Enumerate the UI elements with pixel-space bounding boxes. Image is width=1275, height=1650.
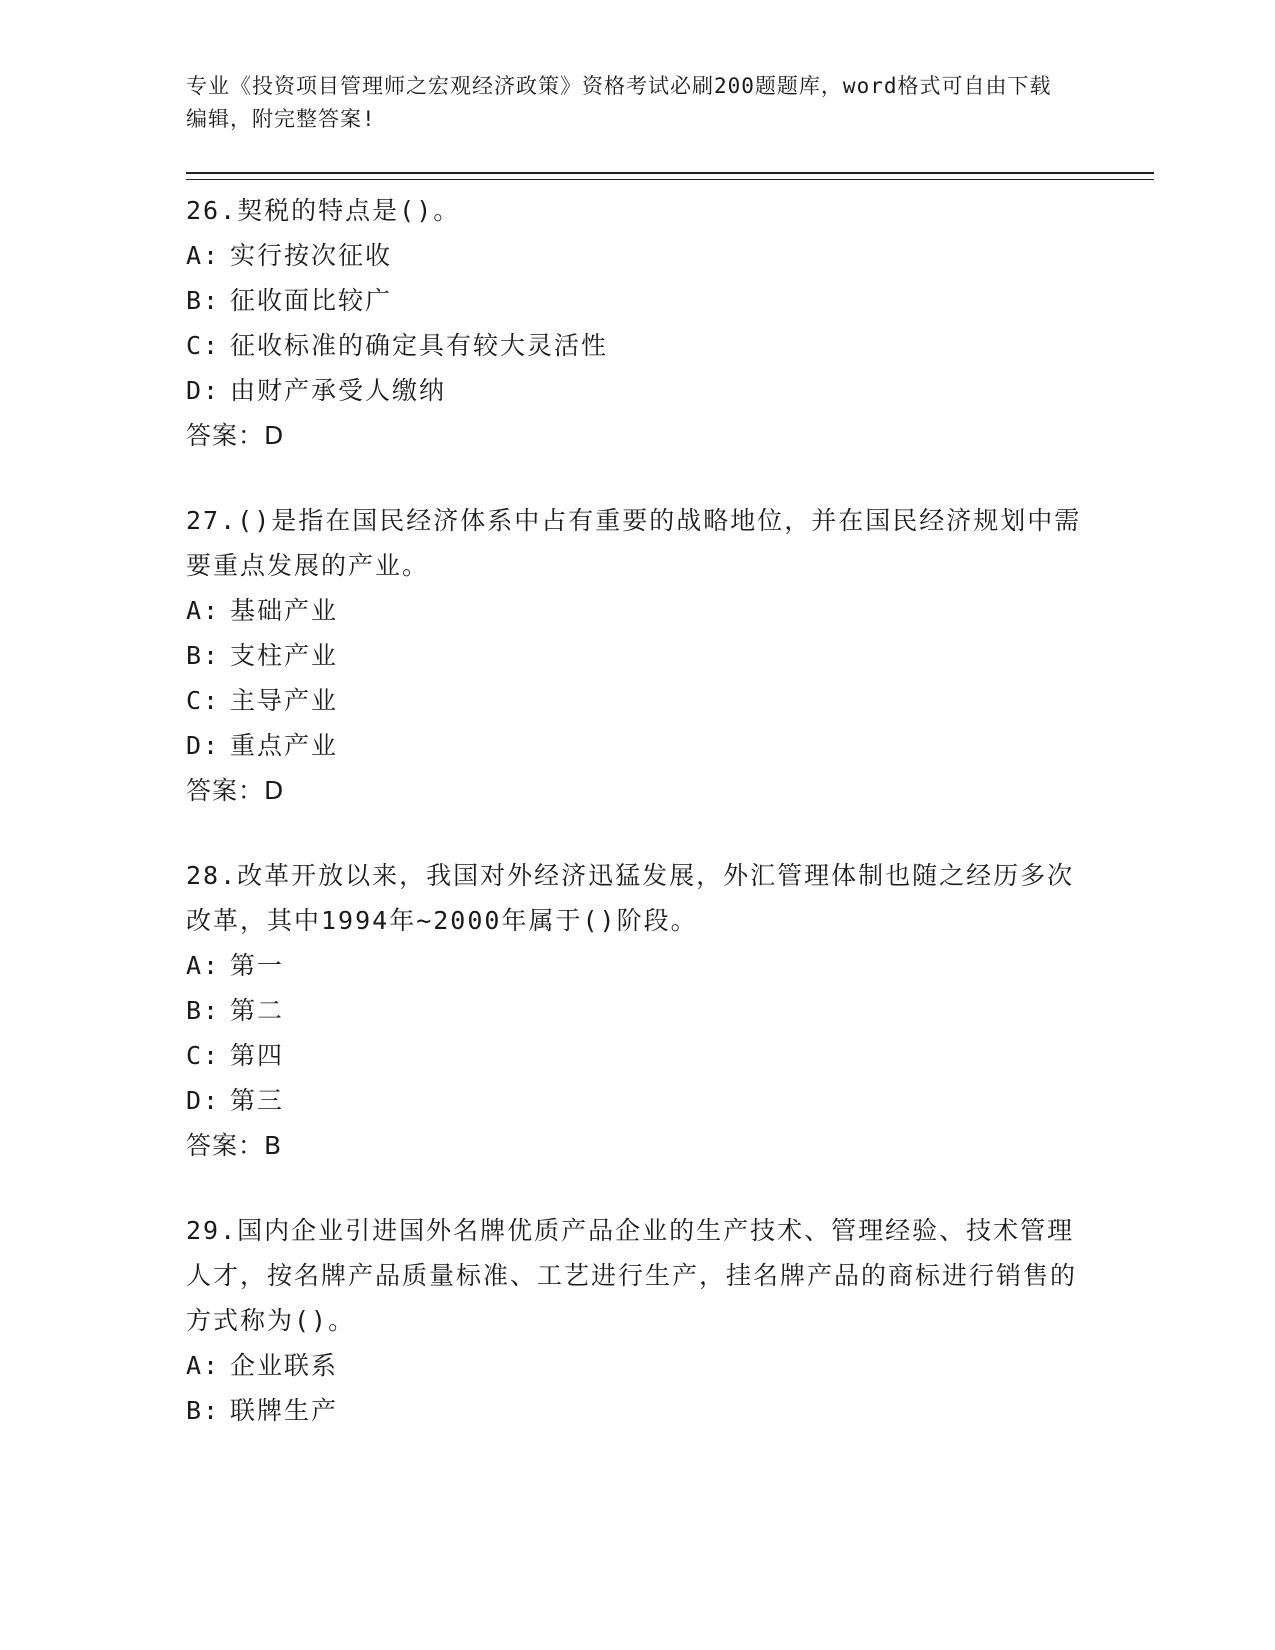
question-stem: 26.契税的特点是()。 [186,196,461,225]
answer-line: 答案：B [186,1131,283,1160]
option-a [186,943,1136,988]
option-letter: A: [186,951,221,980]
option-letter: B: [186,286,221,315]
option-letter: D: [186,1086,221,1115]
option-a [186,588,1136,633]
question-28 [186,853,1136,1168]
option-text: 征收面比较广 [230,286,393,315]
option-letter: A: [186,1351,221,1380]
option-letter: B: [186,641,221,670]
option-a [186,233,1136,278]
option-text: 联牌生产 [230,1396,339,1425]
option-d [186,1078,1136,1123]
answer-line: 答案：D [186,421,285,450]
option-text: 重点产业 [230,731,339,760]
question-stem: 29.国内企业引进国外名牌优质产品企业的生产技术、管理经验、技术管理人才，按名牌产品质量标准、工艺进行生产，挂名牌产品的商标进行销售的方式称为()。 [186,1216,1078,1335]
document-page [186,70,1136,1433]
question-stem: 27.()是指在国民经济体系中占有重要的战略地位，并在国民经济规划中需要重点发展的产业。 [186,506,1082,580]
option-text: 第一 [230,951,285,980]
option-letter: B: [186,1396,221,1425]
option-letter: D: [186,376,221,405]
option-c [186,323,1136,368]
option-letter: A: [186,596,221,625]
option-text: 基础产业 [230,596,339,625]
question-29 [186,1208,1136,1433]
option-b [186,988,1136,1033]
option-b [186,633,1136,678]
option-letter: B: [186,996,221,1025]
option-text: 企业联系 [230,1351,339,1380]
option-letter: C: [186,1041,221,1070]
option-letter: C: [186,686,221,715]
option-text: 第二 [230,996,285,1025]
answer-line: 答案：D [186,776,285,805]
question-27 [186,498,1136,813]
option-letter: A: [186,241,221,270]
option-letter: C: [186,331,221,360]
option-d [186,723,1136,768]
option-d [186,368,1136,413]
document-intro: 专业《投资项目管理师之宏观经济政策》资格考试必刷200题题库，word格式可自由下载编辑，附完整答案! [186,74,1052,131]
question-stem: 28.改革开放以来，我国对外经济迅猛发展，外汇管理体制也随之经历多次改革，其中1994年~2000年属于()阶段。 [186,861,1075,935]
option-c [186,1033,1136,1078]
option-text: 征收标准的确定具有较大灵活性 [230,331,609,360]
option-text: 实行按次征收 [230,241,393,270]
option-letter: D: [186,731,221,760]
option-text: 第三 [230,1086,285,1115]
option-text: 支柱产业 [230,641,339,670]
option-a [186,1343,1136,1388]
header-divider [186,172,1154,180]
option-c [186,678,1136,723]
option-b [186,1388,1136,1433]
option-b [186,278,1136,323]
option-text: 主导产业 [230,686,339,715]
question-26 [186,188,1136,458]
option-text: 由财产承受人缴纳 [230,376,447,405]
option-text: 第四 [230,1041,285,1070]
